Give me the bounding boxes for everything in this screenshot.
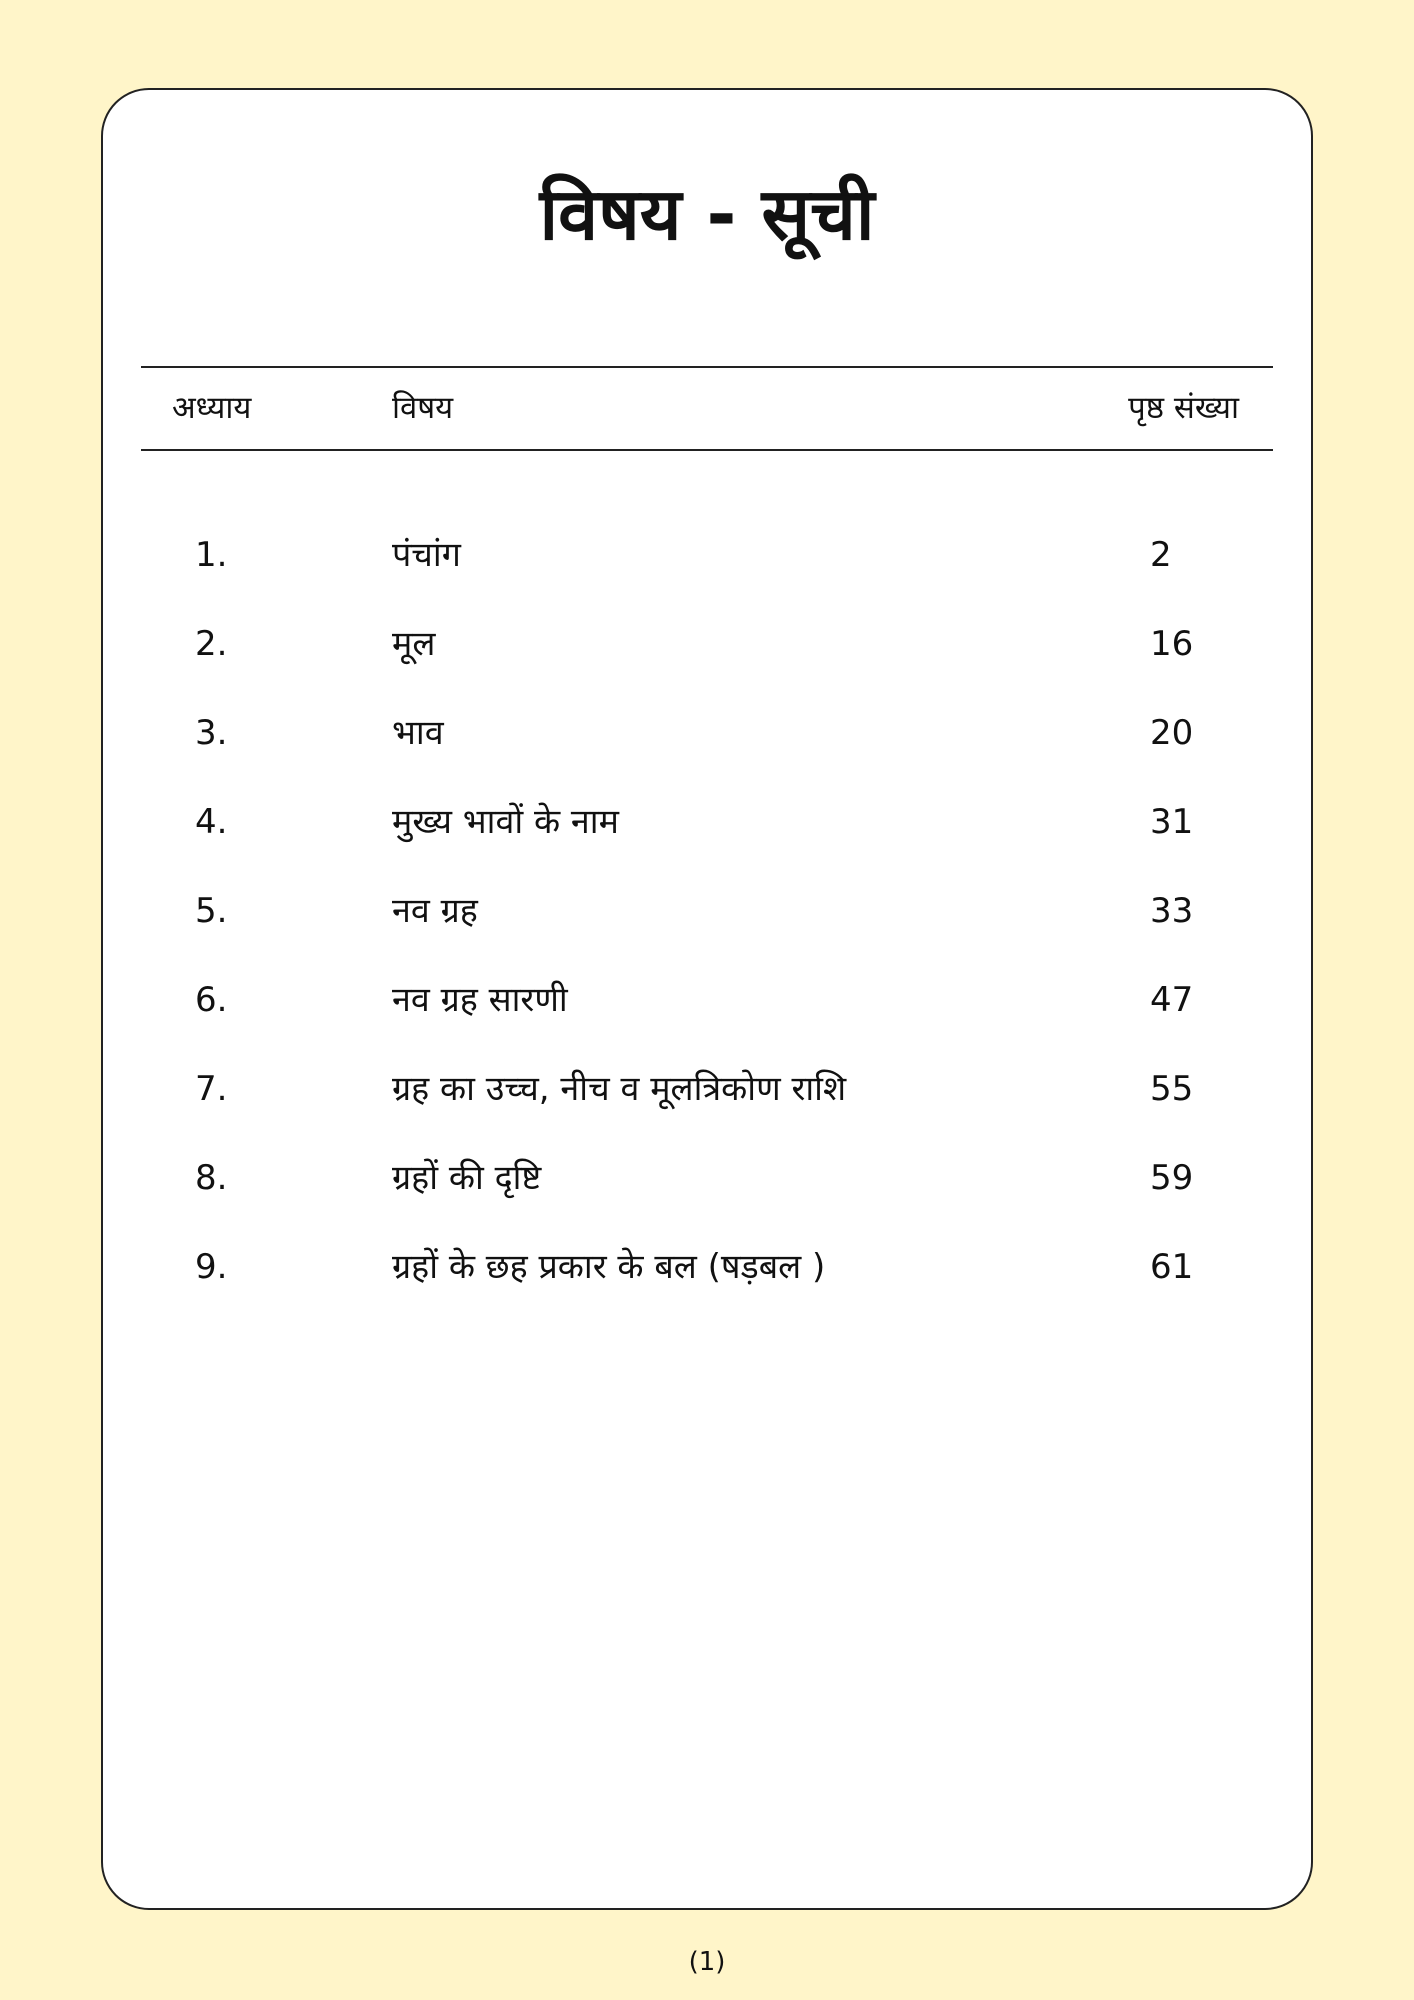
toc-row-topic: पंचांग (392, 535, 461, 575)
toc-row-topic: ग्रहों के छह प्रकार के बल (षड़बल ) (392, 1247, 826, 1287)
column-header-subject: विषय (392, 390, 454, 426)
toc-row-page: 2 (1150, 535, 1172, 575)
toc-row (0, 797, 1414, 886)
toc-row (0, 619, 1414, 708)
toc-row-page: 16 (1150, 624, 1194, 664)
page-number: (1) (688, 1947, 726, 1977)
toc-row-number: 4. (195, 802, 228, 842)
toc-row-page: 59 (1150, 1158, 1194, 1198)
header-bottom-rule (141, 449, 1273, 451)
toc-list (0, 530, 1414, 1331)
toc-row-page: 33 (1150, 891, 1194, 931)
toc-row-page: 47 (1150, 980, 1194, 1020)
toc-row (0, 530, 1414, 619)
toc-row (0, 708, 1414, 797)
toc-row-number: 8. (195, 1158, 228, 1198)
toc-row (0, 1242, 1414, 1331)
header-top-rule (141, 366, 1273, 368)
toc-row-topic: ग्रहों की दृष्टि (392, 1158, 542, 1198)
toc-row-page: 20 (1150, 713, 1194, 753)
toc-row-number: 1. (195, 535, 228, 575)
toc-row-topic: मूल (392, 624, 436, 664)
toc-row (0, 1153, 1414, 1242)
toc-row-topic: नव ग्रह (392, 891, 478, 931)
column-header-chapter: अध्याय (172, 390, 252, 426)
toc-row-topic: नव ग्रह सारणी (392, 980, 568, 1020)
toc-row-topic: भाव (392, 713, 444, 753)
toc-row-page: 55 (1150, 1069, 1194, 1109)
toc-row-number: 3. (195, 713, 228, 753)
toc-row-page: 31 (1150, 802, 1194, 842)
toc-row-number: 7. (195, 1069, 228, 1109)
toc-row (0, 975, 1414, 1064)
page-title: विषय - सूची (539, 172, 875, 256)
toc-row-topic: मुख्य भावों के नाम (392, 802, 619, 842)
column-header-page: पृष्ठ संख्या (1128, 390, 1239, 426)
toc-row-number: 6. (195, 980, 228, 1020)
toc-row-number: 5. (195, 891, 228, 931)
toc-row-number: 9. (195, 1247, 228, 1287)
toc-row-page: 61 (1150, 1247, 1194, 1287)
toc-row (0, 886, 1414, 975)
toc-row-number: 2. (195, 624, 228, 664)
toc-row (0, 1064, 1414, 1153)
toc-row-topic: ग्रह का उच्च, नीच व मूलत्रिकोण राशि (392, 1069, 847, 1109)
